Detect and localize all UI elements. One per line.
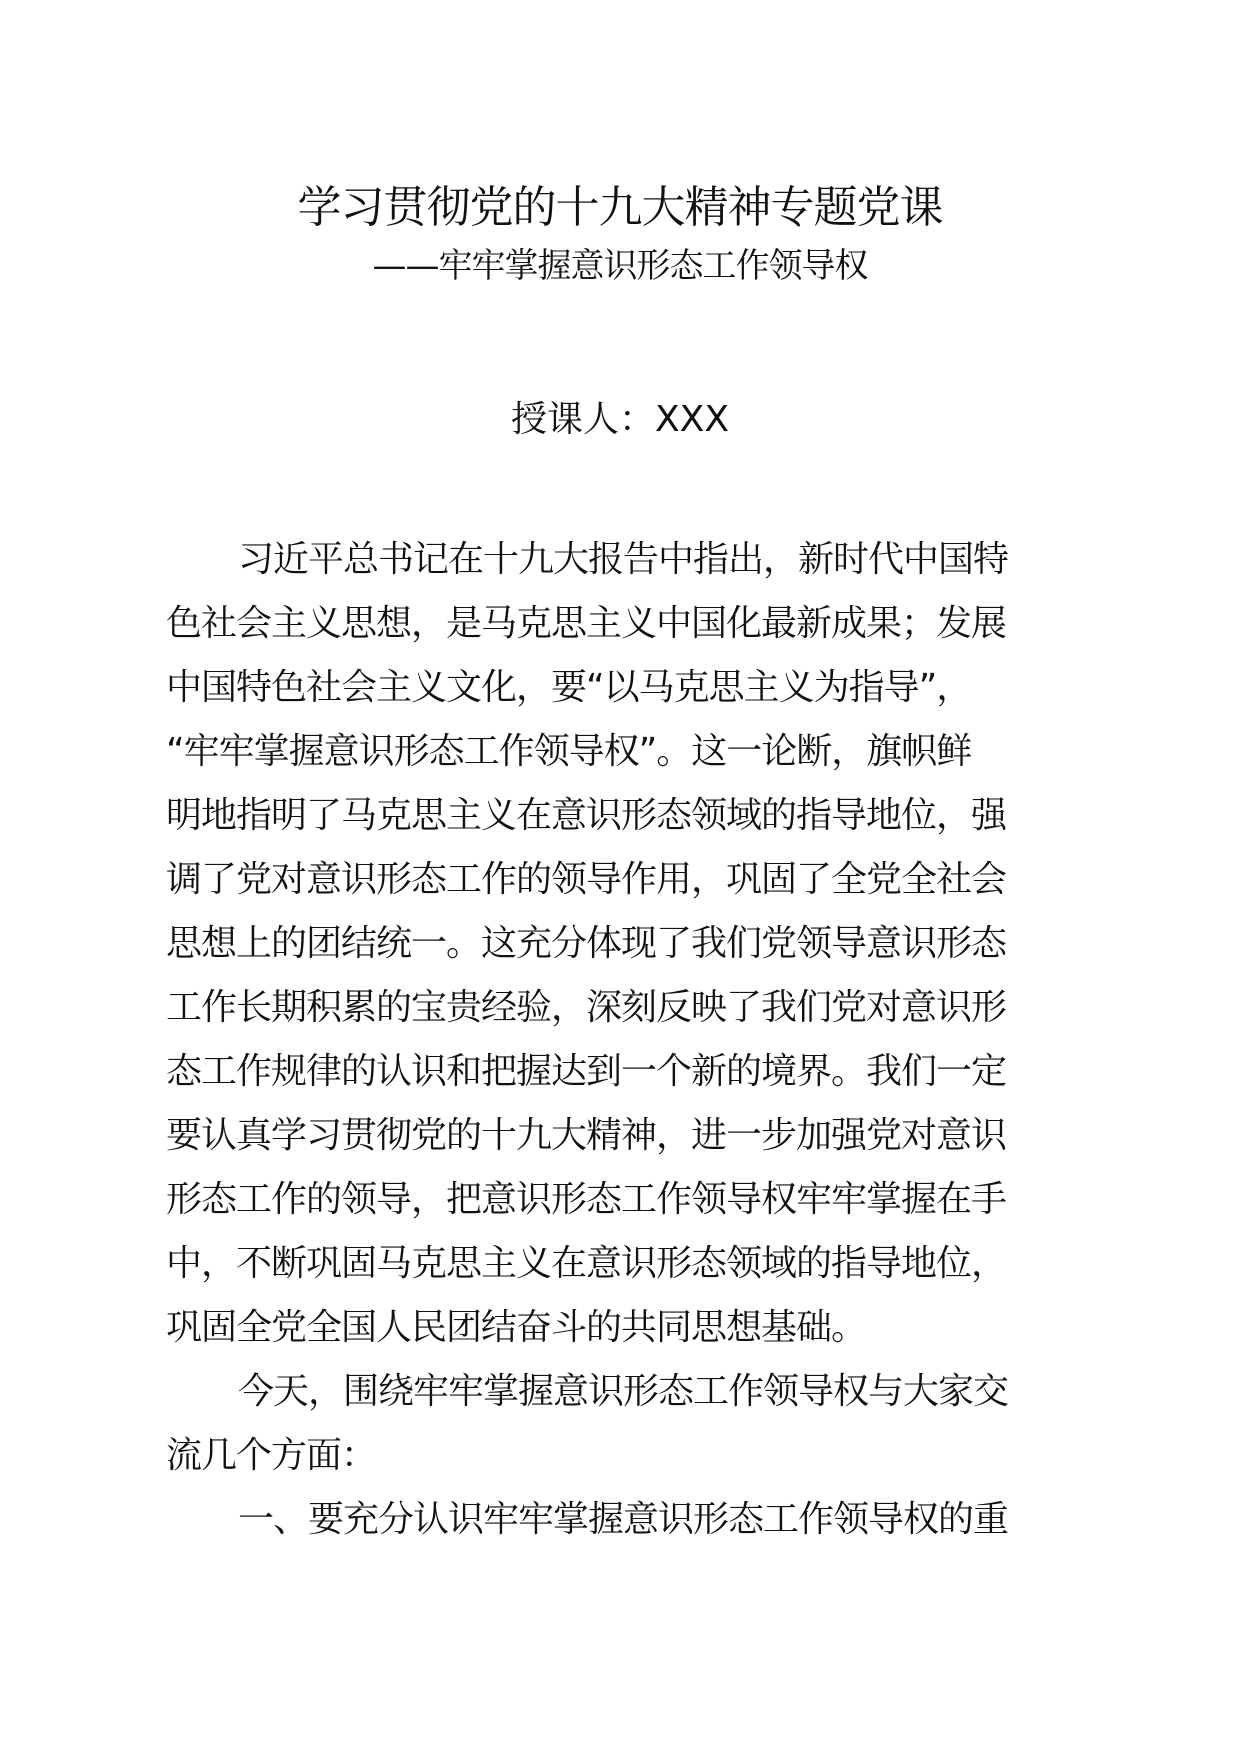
lecturer-line: 授课人：XXX [511,399,729,440]
paragraph-line: 态工作规律的认识和把握达到一个新的境界。我们一定 [166,1051,1007,1092]
paragraph-line: 工作长期积累的宝贵经验，深刻反映了我们党对意识形 [166,987,1007,1028]
paragraph-line: 调了党对意识形态工作的领导作用，巩固了全党全社会 [166,859,1007,900]
paragraph-line: 中国特色社会主义文化，要“以马克思主义为指导”， [166,667,972,708]
paragraph-line: “牢牢掌握意识形态工作领导权”。这一论断，旗帜鲜 [166,731,972,772]
section-heading-line: 一、要充分认识牢牢掌握意识形态工作领导权的重 [238,1499,1009,1540]
paragraph-line: 巩固全党全国人民团结奋斗的共同思想基础。 [166,1307,867,1348]
document-title: 学习贯彻党的十九大精神专题党课 [297,182,943,233]
paragraph-line: 形态工作的领导，把意识形态工作领导权牢牢掌握在手 [166,1179,1007,1220]
paragraph-line: 要认真学习贯彻党的十九大精神，进一步加强党对意识 [166,1115,1007,1156]
paragraph-line: 习近平总书记在十九大报告中指出，新时代中国特 [238,539,1009,580]
document-body [166,528,1076,1552]
document-subtitle: ——牢牢掌握意识形态工作领导权 [372,246,868,286]
paragraph-line: 明地指明了马克思主义在意识形态领域的指导地位，强 [166,795,1007,836]
paragraph-line: 思想上的团结统一。这充分体现了我们党领导意识形态 [166,923,1007,964]
paragraph-line: 中，不断巩固马克思主义在意识形态领域的指导地位， [166,1243,1007,1284]
paragraph-line: 流几个方面： [166,1435,377,1476]
paragraph-line: 今天，围绕牢牢掌握意识形态工作领导权与大家交 [238,1371,1009,1412]
paragraph-line: 色社会主义思想，是马克思主义中国化最新成果；发展 [166,603,1007,644]
